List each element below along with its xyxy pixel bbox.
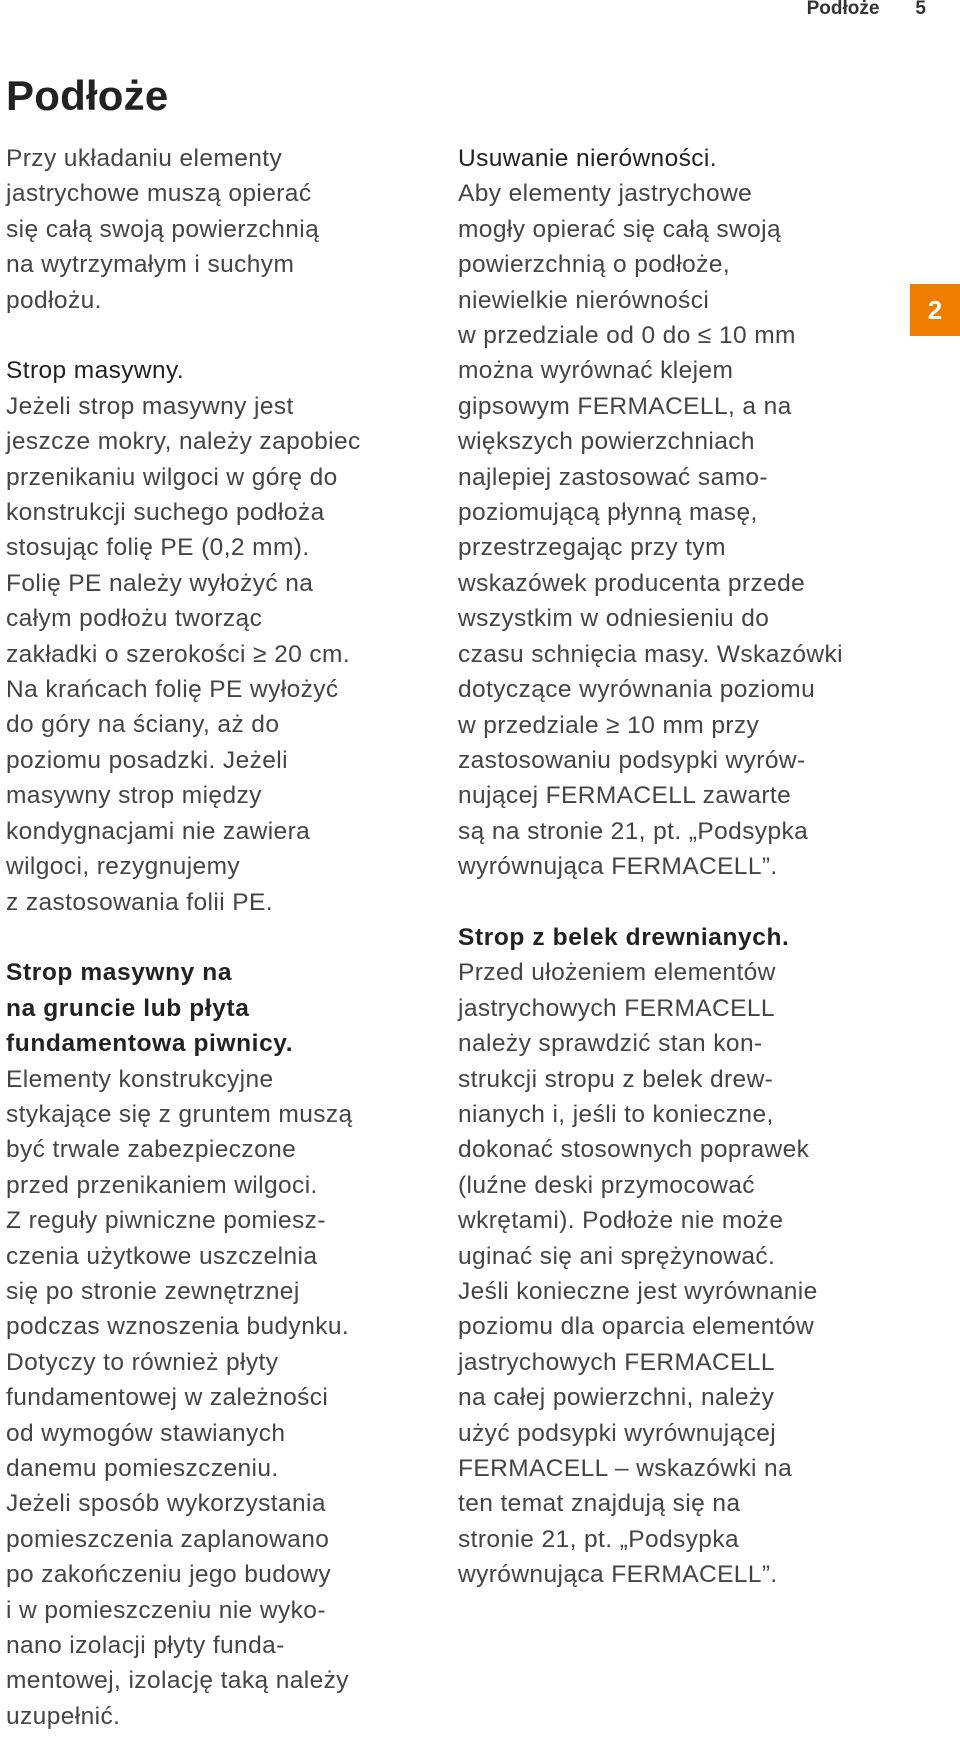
header-page-number: 5 [915, 0, 926, 19]
text-line: mogły opierać się całą swoją [458, 215, 782, 243]
text-line: dokonać stosownych poprawek [458, 1136, 810, 1164]
section-heading-usuwanie: Usuwanie nierówności. [458, 145, 717, 172]
text-line: danemu pomieszczeniu. [6, 1455, 279, 1482]
text-line: się po stronie zewnętrznej [6, 1277, 300, 1305]
text-line: użyć podsypki wyrównującej [458, 1419, 777, 1447]
section-heading-belki: Strop z belek drewnianych. [458, 923, 790, 951]
text-line: w przedziale od 0 do ≤ 10 mm [458, 322, 796, 350]
text-line: można wyrównać klejem [458, 357, 734, 385]
text-line: wkrętami). Podłoże nie może [458, 1207, 784, 1235]
text-line: na wytrzymałym i suchym [6, 251, 295, 279]
text-line: jeszcze mokry, należy zapobiec [6, 428, 361, 456]
text-line: wskazówek producenta przede [458, 569, 806, 597]
text-line: Aby elementy jastrychowe [458, 180, 753, 208]
text-line: są na stronie 21, pt. „Podsypka [458, 817, 809, 845]
text-line: uginać się ani sprężynować. [458, 1242, 776, 1270]
text-line: Jeżeli strop masywny jest [6, 392, 294, 420]
text-line: wilgoci, rezygnujemy [6, 853, 241, 881]
section-body-usuwanie [458, 176, 903, 884]
text-line: dotyczące wyrównania poziomu [458, 676, 816, 704]
right-column [458, 141, 903, 1593]
text-line: Folię PE należy wyłożyć na [6, 569, 314, 597]
text-line: niewielkie nierówności [458, 286, 710, 314]
text-line: wyrównująca FERMACELL”. [458, 1561, 778, 1589]
text-line: poziomującą płynną masę, [458, 499, 758, 527]
section-heading-strop-masywny: Strop masywny. [6, 357, 185, 385]
text-line: (luźne deski przymocować [458, 1171, 755, 1199]
text-line: w przedziale ≥ 10 mm przy [458, 711, 760, 739]
section-body-strop-na-gruncie [6, 1062, 446, 1735]
text-line: całym podłożu tworząc [6, 605, 263, 633]
section-body-belki [458, 955, 903, 1592]
text-line: większych powierzchniach [458, 428, 755, 456]
text-line: uzupełnić. [6, 1702, 121, 1730]
text-line: stosując folię PE (0,2 mm). [6, 534, 310, 562]
left-column [6, 141, 446, 1734]
text-line: strukcji stropu z belek drew- [458, 1065, 774, 1093]
text-line: z zastosowania folii PE. [6, 888, 273, 916]
text-line: stronie 21, pt. „Podsypka [458, 1525, 740, 1553]
text-line: na gruncie lub płyta [6, 994, 250, 1022]
text-line: czenia użytkowe uszczelnia [6, 1242, 318, 1270]
text-line: po zakończeniu jego budowy [6, 1561, 332, 1589]
intro-paragraph [6, 141, 446, 318]
text-line: poziomu posadzki. Jeżeli [6, 746, 288, 774]
text-line: przestrzegając przy tym [458, 534, 726, 562]
text-line: i w pomieszczeniu nie wyko- [6, 1596, 326, 1624]
text-line: nianych i, jeśli to konieczne, [458, 1100, 774, 1128]
chapter-tab: 2 [910, 284, 960, 336]
text-line: Elementy konstrukcyjne [6, 1065, 274, 1093]
text-line: Dotyczy to również płyty [6, 1348, 279, 1376]
text-line: pomieszczenia zaplanowano [6, 1525, 330, 1553]
text-line: wyrównująca FERMACELL”. [458, 853, 778, 881]
text-line: czasu schnięcia masy. Wskazówki [458, 640, 843, 668]
text-line: Strop masywny na [6, 959, 233, 987]
text-line: nującej FERMACELL zawarte [458, 782, 792, 810]
text-line: wszystkim w odniesieniu do [458, 605, 770, 633]
text-line: powierzchnią o podłoże, [458, 251, 731, 279]
text-line: podczas wznoszenia budynku. [6, 1313, 350, 1341]
text-line: nano izolacji płyty funda- [6, 1632, 285, 1660]
text-line: najlepiej zastosować samo- [458, 463, 768, 491]
text-line: fundamentowa piwnicy. [6, 1030, 294, 1058]
text-line: do góry na ściany, aż do [6, 711, 280, 739]
text-line: zakładki o szerokości ≥ 20 cm. [6, 640, 351, 668]
header-section: Podłoże [806, 0, 880, 19]
section-body-strop-masywny [6, 389, 446, 920]
text-line: przed przenikaniem wilgoci. [6, 1171, 318, 1199]
text-line: ten temat znajdują się na [458, 1490, 741, 1518]
running-header [807, 0, 926, 20]
text-line: FERMACELL – wskazówki na [458, 1455, 793, 1483]
text-line: Z reguły piwniczne pomiesz- [6, 1207, 326, 1235]
page-title: Podłoże [6, 72, 169, 119]
text-line: być trwale zabezpieczone [6, 1136, 297, 1164]
text-line: Przy układaniu elementy [6, 145, 283, 172]
text-line: poziomu dla oparcia elementów [458, 1313, 815, 1341]
text-line: mentowej, izolację taką należy [6, 1667, 349, 1695]
section-heading-strop-na-gruncie [6, 955, 446, 1061]
text-line: jastrychowych FERMACELL [458, 1348, 775, 1376]
text-line: kondygnacjami nie zawiera [6, 817, 311, 845]
text-line: fundamentowej w zależności [6, 1384, 329, 1412]
text-line: od wymogów stawianych [6, 1419, 286, 1447]
text-line: się całą swoją powierzchnią [6, 215, 320, 243]
text-line: przenikaniu wilgoci w górę do [6, 463, 338, 491]
text-line: jastrychowych FERMACELL [458, 994, 775, 1022]
text-line: stykające się z gruntem muszą [6, 1100, 353, 1128]
text-line: zastosowaniu podsypki wyrów- [458, 746, 806, 774]
text-line: gipsowym FERMACELL, a na [458, 392, 792, 420]
text-line: jastrychowe muszą opierać [6, 180, 312, 208]
text-line: podłożu. [6, 286, 102, 314]
text-line: Przed ułożeniem elementów [458, 959, 776, 987]
text-line: masywny strop między [6, 782, 262, 810]
text-line: Jeśli konieczne jest wyrównanie [458, 1277, 818, 1305]
text-line: należy sprawdzić stan kon- [458, 1030, 763, 1058]
text-line: Jeżeli sposób wykorzystania [6, 1490, 326, 1518]
text-line: konstrukcji suchego podłoża [6, 499, 325, 527]
text-line: na całej powierzchni, należy [458, 1384, 775, 1412]
text-line: Na krańcach folię PE wyłożyć [6, 676, 339, 704]
